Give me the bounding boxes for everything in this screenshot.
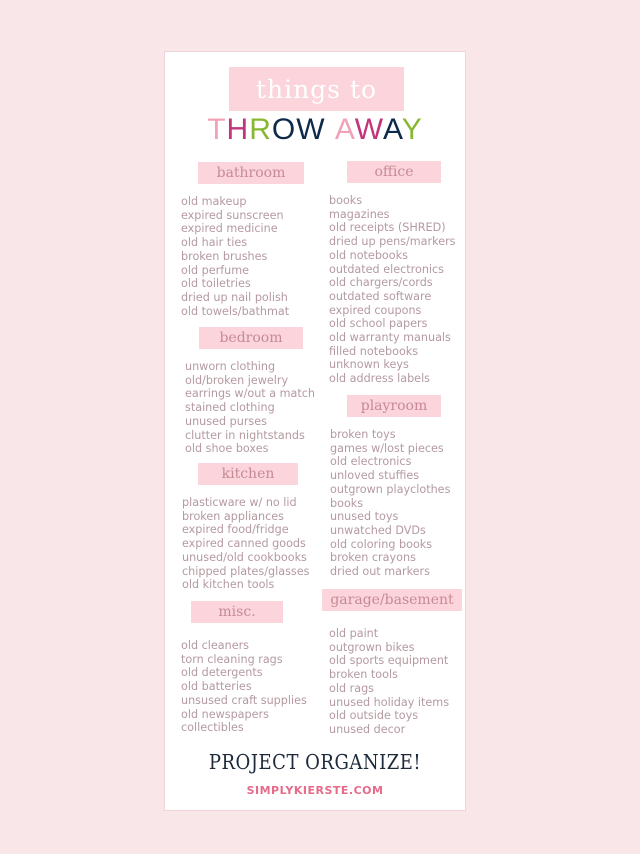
printable-card [164, 51, 466, 811]
section-heading: misc. [191, 601, 283, 623]
list-item: broken crayons [330, 551, 416, 565]
list-item: old electronics [330, 455, 412, 469]
item-list [330, 428, 475, 579]
section-heading: bedroom [199, 327, 303, 349]
section-bathroom [181, 162, 326, 318]
title-letter: T [207, 113, 227, 146]
list-item: old outside toys [329, 709, 419, 723]
list-item: collectibles [181, 721, 244, 735]
list-item: chipped plates/glasses [182, 564, 310, 578]
section-misc [181, 601, 326, 735]
list-item: expired medicine [181, 222, 278, 236]
list-item: unused holiday items [329, 695, 450, 709]
list-item: torn cleaning rags [181, 652, 283, 666]
item-list [329, 194, 474, 386]
list-item: old warranty manuals [329, 331, 451, 345]
list-item: magazines [329, 207, 390, 221]
list-item: old sports equipment [329, 654, 449, 668]
section-garage [322, 589, 467, 737]
website-link[interactable]: SIMPLYKIERSTE.COM [246, 784, 384, 797]
list-item: old chargers/cords [329, 276, 433, 290]
list-item: games w/lost pieces [330, 441, 444, 455]
list-item: old newspapers [181, 707, 269, 721]
title-letter: Y [401, 113, 423, 146]
list-item: unknown keys [329, 358, 409, 372]
list-item: old receipts (SHRED) [329, 221, 446, 235]
section-playroom [330, 395, 475, 579]
title-letter: H [226, 113, 250, 146]
list-item: expired coupons [329, 303, 422, 317]
list-item: old shoe boxes [185, 442, 269, 456]
list-item: broken tools [329, 668, 398, 682]
item-list [185, 360, 330, 456]
section-office [329, 161, 474, 386]
section-bedroom [185, 327, 330, 456]
list-item: old coloring books [330, 537, 433, 551]
list-item: dried up pens/markers [329, 235, 456, 249]
list-item: old paint [329, 627, 379, 640]
list-item: unsused craft supplies [181, 693, 307, 707]
item-list [329, 627, 467, 737]
section-heading: office [347, 161, 441, 183]
list-item: unused toys [330, 510, 399, 524]
title-letter: R [249, 113, 272, 146]
list-item: books [329, 194, 363, 207]
list-item: old address labels [329, 372, 431, 386]
list-item: outgrown bikes [329, 640, 415, 654]
list-item: old makeup [181, 195, 247, 208]
list-item: old batteries [181, 680, 252, 694]
list-item: earrings w/out a match [185, 387, 316, 401]
list-item: old notebooks [329, 248, 408, 262]
item-list [181, 639, 326, 735]
list-item: books [330, 496, 364, 510]
list-item: dried up nail polish [181, 290, 288, 304]
list-item: outdated electronics [329, 262, 444, 276]
list-item: unused decor [329, 722, 406, 736]
list-item: old cleaners [181, 639, 250, 652]
project-organize-logo: PROJECT ORGANIZE! [208, 750, 422, 775]
list-item: broken toys [330, 428, 396, 441]
list-item: outdated software [329, 289, 432, 303]
list-item: old hair ties [181, 236, 248, 250]
list-item: old rags [329, 681, 374, 695]
section-heading: garage/basement [322, 589, 462, 611]
list-item: unwatched DVDs [330, 523, 426, 537]
list-item: unworn clothing [185, 360, 276, 373]
list-item: old toiletries [181, 277, 251, 291]
section-heading: playroom [347, 395, 441, 417]
list-item: filled notebooks [329, 344, 419, 358]
section-heading: kitchen [198, 463, 298, 485]
title-letter: O [271, 113, 297, 146]
list-item: expired canned goods [182, 537, 306, 551]
section-heading: bathroom [198, 162, 304, 184]
list-item: broken brushes [181, 249, 268, 263]
item-list [182, 496, 327, 592]
section-kitchen [182, 463, 327, 592]
list-item: clutter in nightstands [185, 428, 305, 442]
list-item: outgrown playclothes [330, 482, 451, 496]
title-letter: W [296, 113, 326, 146]
list-item: old detergents [181, 666, 263, 680]
list-item: dried out markers [330, 565, 430, 579]
title-letter: A [334, 113, 355, 146]
item-list [181, 195, 326, 318]
list-item: stained clothing [185, 401, 275, 415]
title-letter: W [354, 113, 383, 146]
title-letter: A [382, 113, 402, 146]
list-item: unused purses [185, 414, 267, 428]
list-item: expired food/fridge [182, 523, 289, 537]
list-item: old perfume [181, 263, 250, 277]
list-item: plasticware w/ no lid [182, 496, 297, 509]
title-letter [326, 113, 335, 146]
list-item: old/broken jewelry [185, 373, 289, 387]
header-top-text: things to [255, 74, 378, 104]
list-item: old school papers [329, 317, 428, 331]
list-item: unloved stuffies [330, 469, 420, 483]
list-item: broken appliances [182, 509, 284, 523]
list-item: old kitchen tools [182, 578, 275, 592]
list-item: expired sunscreen [181, 208, 284, 222]
header-banner [229, 67, 404, 111]
list-item: unused/old cookbooks [182, 550, 307, 564]
list-item: old towels/bathmat [181, 304, 290, 318]
page-title [165, 112, 465, 148]
